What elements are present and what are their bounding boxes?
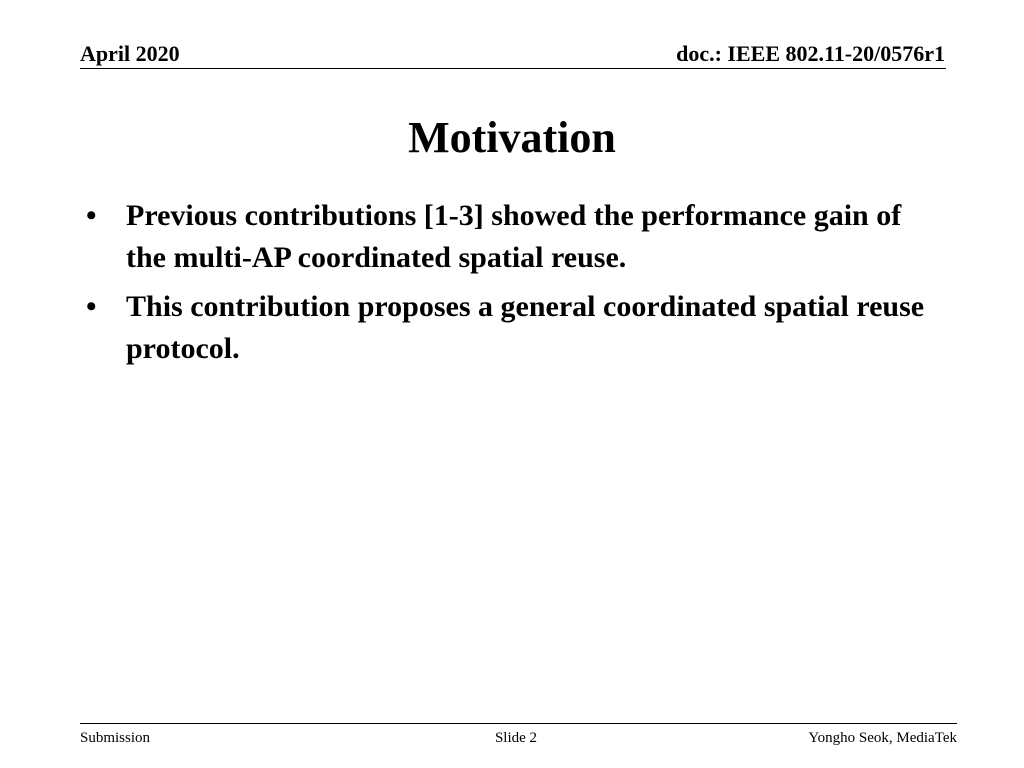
header-divider xyxy=(80,68,946,69)
header-date: April 2020 xyxy=(80,41,180,66)
bullet-dot-icon: • xyxy=(86,199,97,232)
bullet-text: This contribution proposes a general coordinated spatial reuse protocol. xyxy=(126,290,925,365)
bullet-list xyxy=(0,195,1024,377)
bullet-item xyxy=(0,286,1024,370)
footer-slide-number: Slide 2 xyxy=(494,730,538,746)
header-doc-id: doc.: IEEE 802.11-20/0576r1 xyxy=(676,41,945,66)
bullet-text: Previous contributions [1-3] showed the performance gain of the multi-AP coordinated spatial reuse. xyxy=(126,199,902,274)
footer-author: Yongho Seok, MediaTek xyxy=(808,730,957,746)
footer-divider xyxy=(80,723,957,724)
footer-submission-label: Submission xyxy=(80,730,151,746)
bullet-item xyxy=(0,195,1024,279)
bullet-dot-icon: • xyxy=(86,290,97,323)
slide-title: Motivation xyxy=(408,113,616,162)
